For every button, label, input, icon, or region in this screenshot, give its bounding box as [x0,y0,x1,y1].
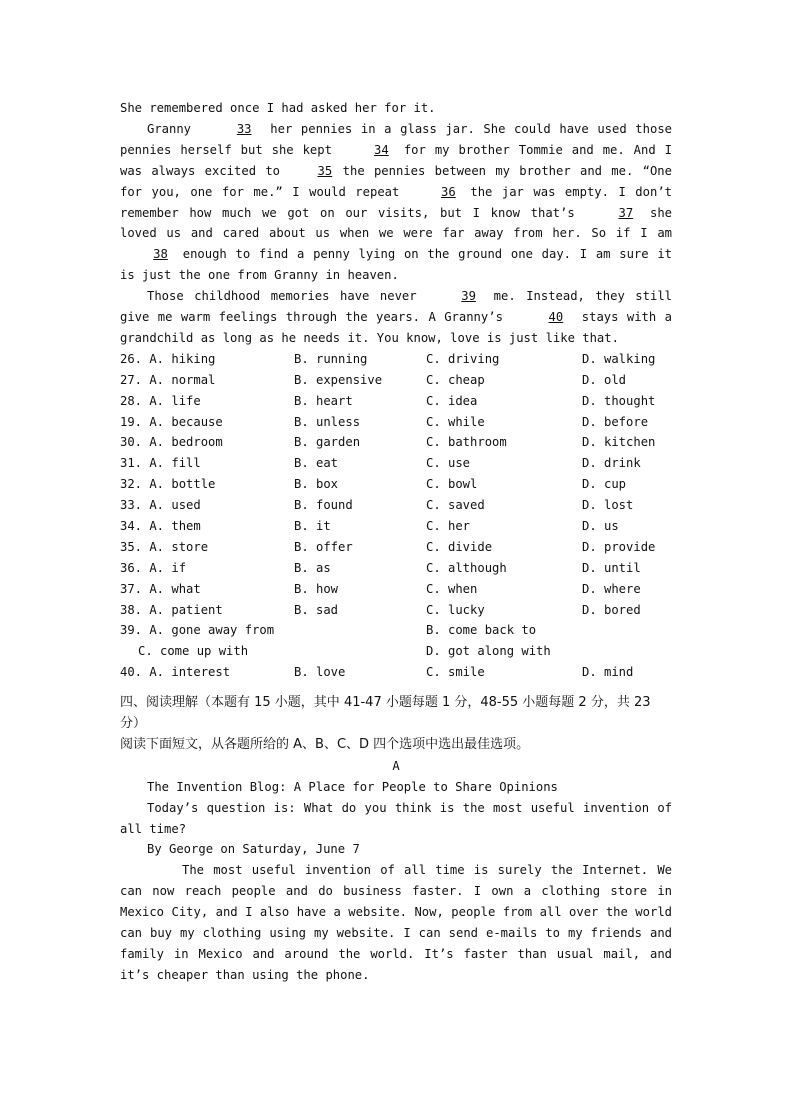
option-d: D. drink [582,456,641,471]
option-b: B. garden [294,435,361,450]
option-row [120,600,672,621]
blank-35: 35 [317,163,333,178]
option-c: C. lucky [426,602,485,617]
option-row-40 [120,662,672,683]
options-list [120,349,672,683]
option-row [120,370,672,391]
text: for my brother Tommie and me. And I was always excited to [120,142,672,178]
option-c: C. idea [426,393,478,408]
option-d: D. thought [582,393,656,408]
option-row [120,537,672,558]
option-b: B. unless [294,414,361,429]
option-d: D. lost [582,498,634,513]
option-d: D. before [582,414,649,429]
blog-question: Today’s question is: What do you think is the most useful invention of all time? [120,800,672,836]
option-c: C. while [426,414,485,429]
text: the jar was empty. I don’t remember how much we got on our visits, but I know that’s [120,184,672,220]
option-row [120,432,672,453]
option-a: 38. A. patient [120,602,223,617]
passage-paragraph-2 [120,286,672,349]
option-d: D. until [582,560,641,575]
option-a: 32. A. bottle [120,477,216,492]
text: enough to find a penny lying on the ground one day. I am sure it is just the one from Granny in heaven. [120,247,672,283]
option-row [120,349,672,370]
option-d: D. walking [582,351,656,366]
text: me. Instead, they still give me warm feelings through the years. A Granny’s [120,289,672,325]
text: Those childhood memories have never [147,289,428,304]
option-a: 26. A. hiking [120,351,216,366]
blank-36: 36 [441,184,456,199]
option-row-39 [120,620,672,641]
option-row [120,558,672,579]
option-row-39b [120,641,672,662]
option-c: C. bathroom [426,435,507,450]
passage-line: She remembered once I had asked her for it. [120,101,436,115]
option-a: 27. A. normal [120,372,216,387]
option-d: D. got along with [426,644,551,659]
blank-37: 37 [618,205,634,220]
blog-body: The most useful invention of all time is surely the Internet. We can now reach people and do business faster. I own a clothing store in Mexico City, and I also have a website. Now, people from all over the world can buy my clothing using my website. I can send e-mails to my friends and family in Mexico and around the world. It’s faster than usual mail, and it’s cheaper than using the phone. [120,863,672,982]
text: the pennies between my brother and me. “One for you, one for me.” I would repeat [120,163,672,199]
option-c: C. come up with [138,644,249,659]
text: stays with a grandchild as long as he needs it. You know, love is just like that. [120,310,672,345]
option-b: B. offer [294,539,353,554]
option-row [120,495,672,516]
option-d: D. mind [582,665,634,680]
option-row [120,412,672,433]
option-a: 39. A. gone away from [120,623,275,638]
option-b: B. it [294,519,331,533]
option-b: B. heart [294,393,353,408]
option-b: B. as [294,560,331,575]
option-d: D. old [582,372,627,387]
option-c: C. smile [426,665,485,680]
option-c: C. driving [426,351,500,366]
option-b: B. found [294,498,353,513]
option-row [120,474,672,495]
option-c: C. saved [426,498,485,513]
option-b: B. expensive [294,372,383,387]
option-a: 37. A. what [120,581,201,596]
blank-34: 34 [374,142,389,157]
option-c: C. when [426,581,478,596]
option-row [120,516,672,537]
option-d: D. where [582,581,641,596]
option-a: 40. A. interest [120,665,231,680]
option-d: D. bored [582,602,641,617]
option-row [120,453,672,474]
blog-byline: By George on Saturday, June 7 [147,842,360,857]
option-b: B. eat [294,456,339,471]
option-c: C. although [426,560,507,575]
option-row [120,579,672,600]
document-page [120,98,672,986]
option-d: D. cup [582,477,627,492]
option-c: C. cheap [426,372,485,387]
option-b: B. running [294,351,368,366]
passage-label: A [392,758,400,773]
option-c: C. divide [426,539,493,554]
option-a: 31. A. fill [120,456,201,471]
blank-39: 39 [461,289,476,304]
option-c: C. use [426,456,471,471]
option-row [120,391,672,412]
option-a: 36. A. if [120,560,187,575]
blank-40: 40 [548,310,564,325]
blank-38: 38 [153,247,168,262]
text: Granny [147,121,200,136]
text: her pennies in a glass jar. She could have used those pennies herself but she kept [120,121,672,157]
option-d: D. provide [582,539,656,554]
option-b: B. love [294,665,346,680]
option-d: D. us [582,519,619,533]
option-c: C. bowl [426,477,478,492]
option-b: B. how [294,581,339,596]
section-heading: 四、阅读理解（本题有 15 小题，其中 41-47 小题每题 1 分，48-55 小题每题 2 分，共 23 分） [120,695,651,732]
blank-33: 33 [236,121,252,136]
option-a: 28. A. life [120,393,201,408]
section-instruction: 阅读下面短文，从各题所给的 A、B、C、D 四个选项中选出最佳选项。 [120,736,530,752]
option-b: B. sad [294,602,339,617]
option-a: 19. A. because [120,414,223,429]
option-b: B. box [294,477,339,492]
option-a: 33. A. used [120,498,201,513]
blog-title: The Invention Blog: A Place for People to Share Opinions [147,779,558,794]
option-d: D. kitchen [582,435,656,450]
passage-paragraph-1 [120,119,672,286]
option-c: C. her [426,519,471,533]
option-b: B. come back to [426,623,537,638]
text: she loved us and cared about us when we were far away from her. So if I am [120,205,672,241]
option-a: 34. A. them [120,519,201,533]
option-a: 30. A. bedroom [120,435,223,450]
option-a: 35. A. store [120,539,209,554]
